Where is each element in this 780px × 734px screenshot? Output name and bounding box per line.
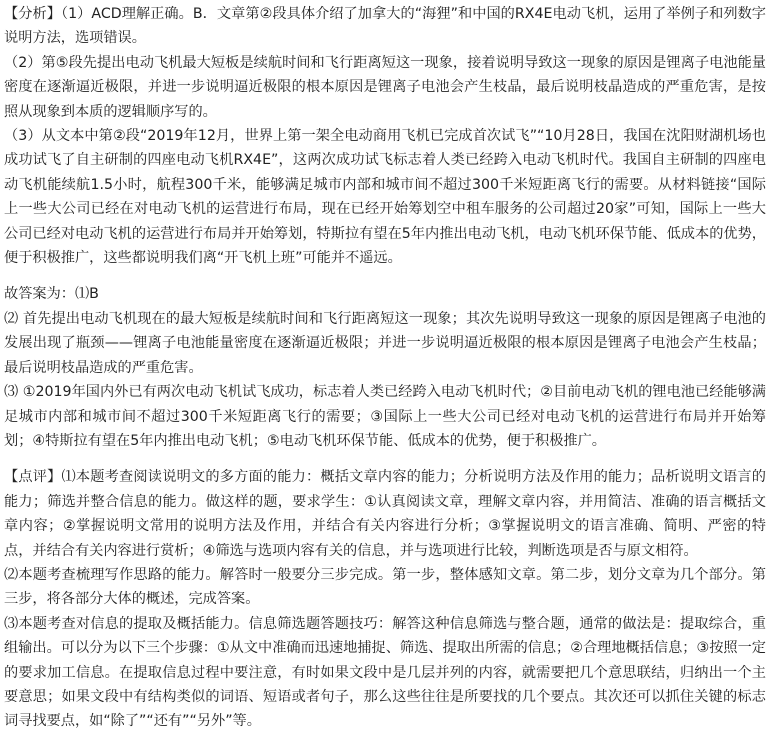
- analysis-paragraph-2: （2）第⑤段先提出电动飞机最大短板是续航时间和飞行距离短这一现象，接着说明导致这一现象的原因是锂离子电池能量密度在逐渐逼近极限，并进一步说明逼近极限的根本原因是锂离子电池会产生枝晶，最后说明枝晶造成的严重危害，是按照从现象到本质的逻辑顺序写的。: [4, 54, 766, 120]
- answer-paragraph-2: ⑵ 首先提出电动飞机现在的最大短板是续航时间和飞行距离短这一现象；其次先说明导致这一现象的原因是锂离子电池的发展出现了瓶颈——锂离子电池能量密度在逐渐逼近极限；并进一步说明逼近极限的根本原因是锂离子电池会产生枝晶；最后说明枝晶造成的严重危害。: [4, 310, 766, 376]
- comment-paragraph-1: 【点评】⑴本题考查阅读说明文的多方面的能力：概括文章内容的能力；分析说明方法及作用的能力；品析说明文语言的能力；筛选并整合信息的能力。做这样的题，要求学生：①认真阅读文章，理解文章内容，并用简洁、准确的语言概括文章内容；②掌握说明文常用的说明方法及作用，并结合有关内容进行分析；③掌握说明文的语言准确、简明、严密的特点，并结合有关内容进行赏析；④筛选与选项内容有关的信息，并与选项进行比较，判断选项是否与原文相符。: [4, 469, 766, 559]
- analysis-section: [4, 2, 766, 270]
- comment-section: [4, 465, 766, 733]
- analysis-paragraph-1: 【分析】（1）ACD理解正确。B．文章第②段具体介绍了加拿大的“海狸”和中国的RX4E电动飞机，运用了举例子和列数字说明方法，选项错误。: [4, 6, 766, 47]
- comment-paragraph-2: ⑵本题考查梳理写作思路的能力。解答时一般要分三步完成。第一步，整体感知文章。第二步，划分文章为几个部分。第三步，将各部分大体的概述，完成答案。: [4, 566, 766, 608]
- comment-paragraph-3: ⑶本题考查对信息的提取及概括能力。信息筛选题答题技巧：解答这种信息筛选与整合题，通常的做法是：提取综合，重组输出。可以分为以下三个步骤：①从文中准确而迅速地捕捉、筛选、提取出所需的信息；②合理地概括信息；③按照一定的要求加工信息。在提取信息过程中要注意，有时如果文段中是几层并列的内容，就需要把几个意思联结，归纳出一个主要意思；如果文段中有结构类似的词语、短语或者句子，那么这些往往是所要找的几个要点。其次还可以抓住关键的标志词寻找要点，如“除了”“还有”“另外”等。: [4, 615, 766, 730]
- answer-section: [4, 282, 766, 453]
- answer-paragraph-3: ⑶ ①2019年国内外已有两次电动飞机试飞成功，标志着人类已经跨入电动飞机时代；②目前电动飞机的锂电池已经能够满足城市内部和城市间不超过300千米短距离飞行的需要；③国际上一些大公司已经对电动飞机的运营进行布局并开始筹划；④特斯拉有望在5年内推出电动飞机；⑤电动飞机环保节能、低成本的优势，便于积极推广。: [4, 384, 766, 449]
- answer-paragraph-1: 故答案为：⑴B: [4, 286, 99, 303]
- analysis-paragraph-3: （3）从文本中第②段“2019年12月，世界上第一架全电动商用飞机已完成首次试飞”“10月28日，我国在沈阳财湖机场也成功试飞了自主研制的四座电动飞机RX4E”，这两次成功试飞标志着人类已经跨入电动飞机时代。我国自主研制的四座电动飞机能续航1.5小时，航程300千米，能够满足城市内部和城市间不超过300千米短距离飞行的需要。从材料链接“国际上一些大公司已经在对电动飞机的运营进行布局，现在已经开始筹划空中租车服务的公司超过20家”可知，国际上一些大公司已经对电动飞机的运营进行布局并开始筹划，特斯拉有望在5年内推出电动飞机，电动飞机环保节能、低成本的优势，便于积极推广，这些都说明我们离“开飞机上班”可能并不遥远。: [4, 128, 766, 267]
